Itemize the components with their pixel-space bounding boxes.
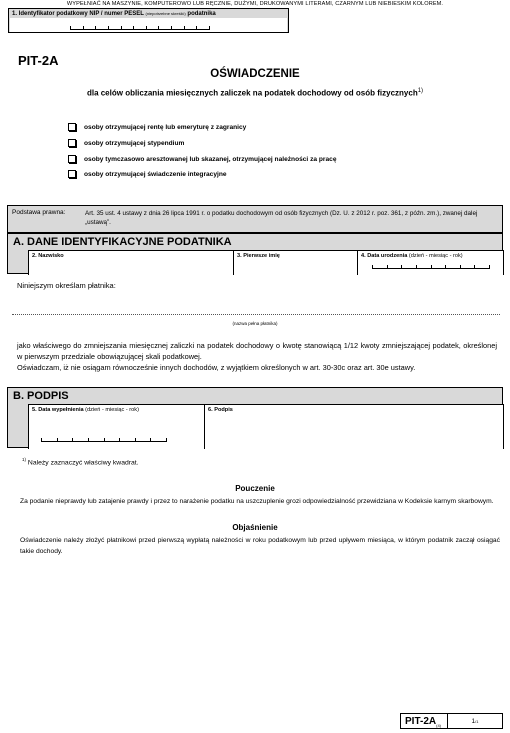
- fill-date-ticks: [41, 438, 167, 442]
- signature-field[interactable]: [205, 405, 504, 449]
- page-number: 1/1: [448, 713, 503, 729]
- footer-form-code: PIT-$2A_{(4)}$: [400, 713, 448, 729]
- checkbox[interactable]: [68, 170, 76, 178]
- surname-label: 2. Nazwisko: [32, 253, 64, 259]
- declaration-intro: Niniejszym określam płatnika:: [17, 281, 116, 290]
- document-title: OŚWIADCZENIE: [210, 68, 300, 80]
- fill-date-label: 5. Data wypełnienia (dzień - miesiąc - rok): [32, 407, 139, 413]
- objasnienie-title: Objaśnienie: [232, 523, 278, 532]
- fill-date-field[interactable]: [29, 405, 205, 449]
- declaration-paragraph-1: jako właściwego do zmniejszania miesięcznej zaliczki na podatek dochodowy o kwotę stanowiącą 1/12 kwoty zmniejszającej podatek, określonej w pierwszym przedziale obowiązującej skali podatkowej.: [17, 341, 497, 361]
- payer-name-caption: (nazwa pełna płatnika): [232, 321, 278, 326]
- footnote: $^{1)}$ Należy zaznaczyć właściwy kwadrat.: [22, 457, 139, 467]
- section-b: [7, 387, 503, 448]
- form-code: PIT-2A: [18, 53, 59, 68]
- document-subtitle: dla celów obliczania miesięcznych zaliczek na podatek dochodowy od osób fizycznych$^{1)}$: [86, 88, 424, 98]
- section-b-fields: [28, 404, 504, 449]
- signature-label: 6. Podpis: [208, 407, 233, 413]
- checkbox[interactable]: [68, 123, 76, 131]
- first-name-field[interactable]: [234, 251, 358, 275]
- taxpayer-id-label: 1. Identyfikator podatkowy NIP / numer PESEL $^{(niepotrzebne skreślić)}$ podatnika: [12, 11, 216, 17]
- taxpayer-id-box: [8, 8, 289, 33]
- first-name-label: 3. Pierwsze imię: [237, 253, 280, 259]
- taxpayer-id-input[interactable]: [10, 18, 287, 32]
- section-a-title: A. DANE IDENTYFIKACYJNE PODATNIKA: [13, 236, 232, 248]
- declaration-paragraph-2: Oświadczam, iż nie osiągam równocześnie innych dochodów, z wyjątkiem określonych w art. 30-30c oraz art. 30e ustawy.: [17, 363, 416, 372]
- birth-date-ticks: [372, 265, 490, 269]
- legal-basis-box: [7, 205, 503, 233]
- option-integration-benefit[interactable]: osoby otrzymującej świadczenie integracyjne: [68, 170, 227, 178]
- section-a: [7, 233, 503, 274]
- checkbox[interactable]: [68, 139, 76, 147]
- section-b-title: B. PODPIS: [13, 390, 69, 402]
- option-pension-abroad[interactable]: osoby otrzymującej rentę lub emeryturę z zagranicy: [68, 123, 246, 131]
- option-detained-person[interactable]: osoby tymczasowo aresztowanej lub skazanej, otrzymującej należności za pracę: [68, 155, 337, 163]
- pouczenie-title: Pouczenie: [235, 484, 275, 493]
- legal-basis-label: Podstawa prawna:: [12, 209, 66, 216]
- surname-field[interactable]: [29, 251, 234, 275]
- checkbox[interactable]: [68, 155, 76, 163]
- fill-instruction: WYPEŁNIAĆ NA MASZYNIE, KOMPUTEROWO LUB RĘCZNIE, DUŻYMI, DRUKOWANYMI LITERAMI, CZARNYM LUB NIEBIESKIM KOLOREM.: [66, 1, 444, 7]
- birth-date-label: 4. Data urodzenia (dzień - miesiąc - rok): [361, 253, 463, 259]
- pouczenie-text: Za podanie nieprawdy lub zatajenie prawdy i przez to narażenie podatku na uszczuplenie grozi odpowiedzialność przewidziana w Kodeksie karnym skarbowym.: [20, 498, 494, 505]
- taxpayer-id-ticks: [70, 26, 210, 30]
- option-scholarship[interactable]: osoby otrzymującej stypendium: [68, 139, 184, 147]
- section-a-fields: [28, 250, 504, 275]
- objasnienie-text: Oświadczenie należy złożyć płatnikowi przed pierwszą wypłatą należności w roku podatkowym lub przed upływem miesiąca, w którym podatnik zaczął osiągać takie dochody.: [20, 537, 500, 555]
- legal-basis-text: Art. 35 ust. 4 ustawy z dnia 26 lipca 1991 r. o podatku dochodowym od osób fizycznych (Dz. U. z 2012 r. poz. 361, z późn. zm.), zwanej dalej „ustawą”.: [85, 210, 478, 226]
- payer-name-input[interactable]: [12, 302, 500, 315]
- birth-date-field[interactable]: [358, 251, 504, 275]
